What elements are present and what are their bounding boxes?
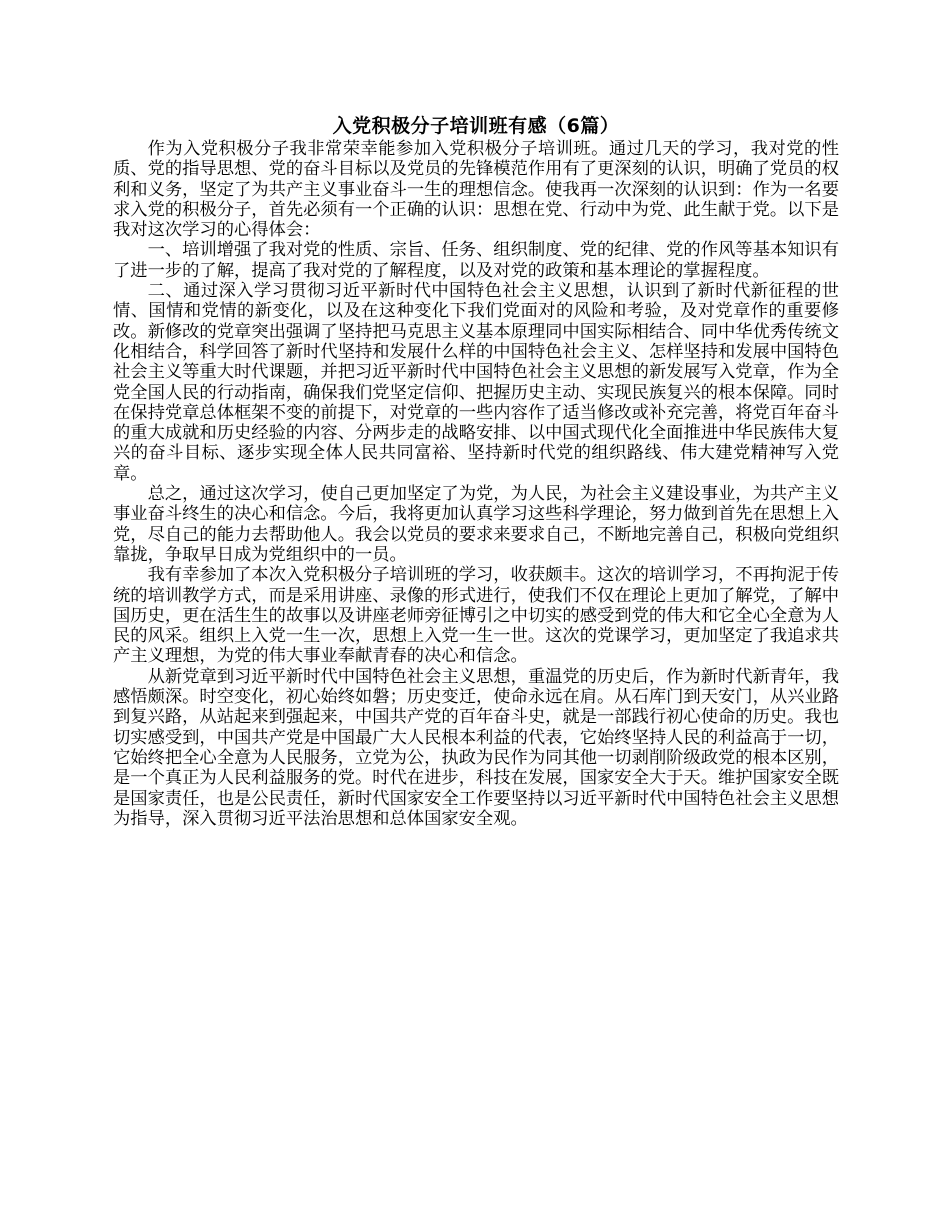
paragraph-point-one: 一、培训增强了我对党的性质、宗旨、任务、组织制度、党的纪律、党的作风等基本知识有了进一步的了解，提高了我对党的了解程度，以及对党的政策和基本理论的掌握程度。 (113, 240, 839, 281)
paragraph-training-reflection: 我有幸参加了本次入党积极分子培训班的学习，收获颇丰。这次的培训学习，不再拘泥于传统的培训教学方式，而是采用讲座、录像的形式进行，使我们不仅在理论上更加了解党，了解中国历史，更在活生生的故事以及讲座老师旁征博引之中切实的感受到党的伟大和它全心全意为人民的风采。组织上入党一生一次，思想上入党一生一世。这次的党课学习，更加坚定了我追求共产主义理想，为党的伟大事业奉献青春的决心和信念。 (113, 565, 839, 667)
document-title: 入党积极分子培训班有感（6篇） (332, 115, 620, 137)
paragraph-intro: 作为入党积极分子我非常荣幸能参加入党积极分子培训班。通过几天的学习，我对党的性质、党的指导思想、党的奋斗目标以及党员的先锋模范作用有了更深刻的认识，明确了党员的权利和义务，坚定了为共产主义事业奋斗一生的理想信念。使我再一次深刻的认识到：作为一名要求入党的积极分子，首先必须有一个正确的认识：思想在党、行动中为党、此生献于党。以下是我对这次学习的心得体会： (113, 139, 839, 241)
paragraph-history-reflection: 从新党章到习近平新时代中国特色社会主义思想，重温党的历史后，作为新时代新青年，我感悟颇深。时空变化，初心始终如磐；历史变迁，使命永远在肩。从石库门到天安门，从兴业路到复兴路，从站起来到强起来，中国共产党的百年奋斗史，就是一部践行初心使命的历史。我也切实感受到，中国共产党是中国最广大人民根本利益的代表，它始终坚持人民的利益高于一切，它始终把全心全意为人民服务，立党为公，执政为民作为同其他一切剥削阶级政党的根本区别，是一个真正为人民利益服务的党。时代在进步，科技在发展，国家安全大于天。维护国家安全既是国家责任，也是公民责任，新时代国家安全工作要坚持以习近平新时代中国特色社会主义思想为指导，深入贯彻习近平法治思想和总体国家安全观。 (113, 666, 839, 829)
paragraph-summary: 总之，通过这次学习，使自己更加坚定了为党，为人民，为社会主义建设事业，为共产主义事业奋斗终生的决心和信念。今后，我将更加认真学习这些科学理论，努力做到首先在思想上入党，尽自己的能力去帮助他人。我会以党员的要求来要求自己，不断地完善自己，积极向党组织靠拢，争取早日成为党组织中的一员。 (113, 484, 839, 565)
document-page (113, 113, 839, 829)
paragraph-point-two: 二、通过深入学习贯彻习近平新时代中国特色社会主义思想，认识到了新时代新征程的世情、国情和党情的新变化，以及在这种变化下我们党面对的风险和考验，及对党章作的重要修改。新修改的党章突出强调了坚持把马克思主义基本原理同中国实际相结合、同中华优秀传统文化相结合，科学回答了新时代坚持和发展什么样的中国特色社会主义、怎样坚持和发展中国特色社会主义等重大时代课题，并把习近平新时代中国特色社会主义思想的新发展写入党章，作为全党全国人民的行动指南，确保我们党坚定信仰、把握历史主动、实现民族复兴的根本保障。同时在保持党章总体框架不变的前提下，对党章的一些内容作了适当修改或补充完善，将党百年奋斗的重大成就和历史经验的内容、分两步走的战略安排、以中国式现代化全面推进中华民族伟大复兴的奋斗目标、逐步实现全体人民共同富裕、坚持新时代党的组织路线、伟大建党精神写入党章。 (113, 281, 839, 484)
